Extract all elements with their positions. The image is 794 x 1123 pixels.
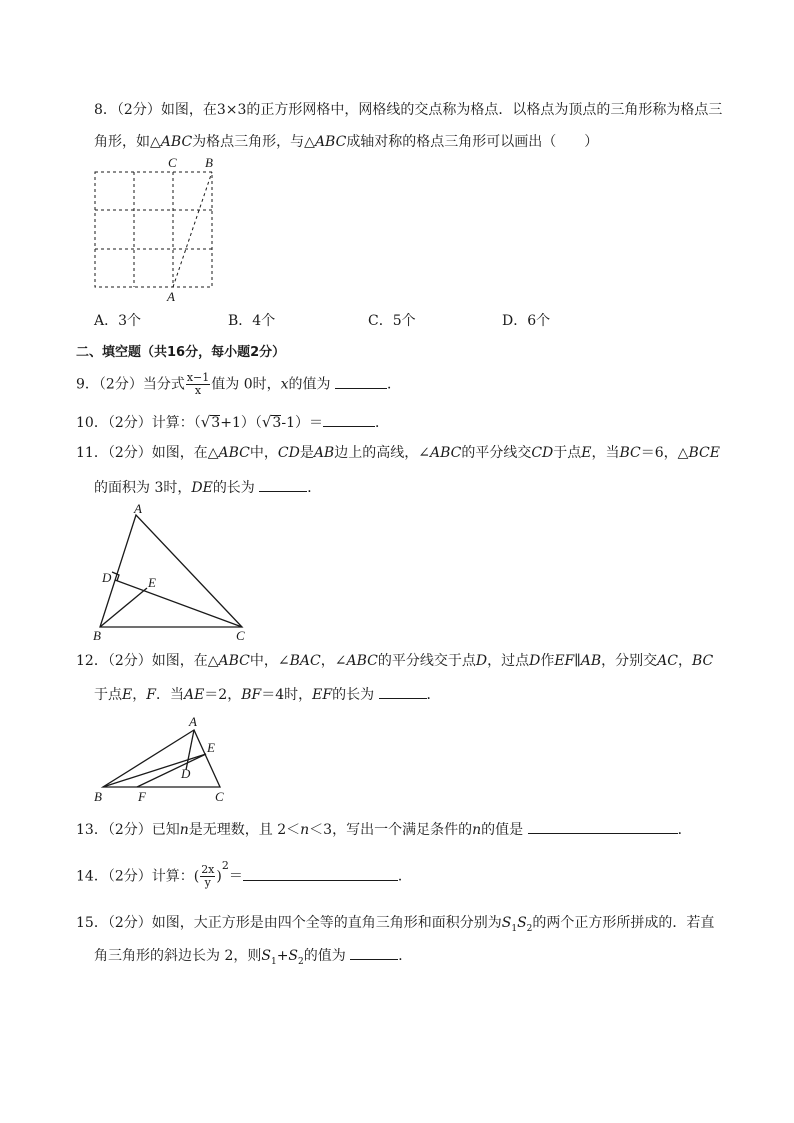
q12-var: AB [580,653,602,669]
q8-text: 为格点三角形，与△ [192,134,315,150]
q15-subscript: 2 [526,923,533,934]
q11-text: 11．（2分）如图，在△ [76,445,219,461]
q15-line-1 [76,913,714,939]
q10-line [76,412,389,433]
q11-text: 是 [299,445,314,461]
q12-text: ∥ [574,653,581,669]
q11-line-2 [94,477,321,498]
q12-var: F [146,687,156,703]
q14-numerator: 2x [201,863,215,877]
q15-var: S [288,948,299,964]
q10-text: -1）＝ [281,415,323,431]
q8-text: 的正方形网格中，网格线的交点称为格点．以格点为顶点的三角形称为格点三 [246,102,723,118]
q15-subscript: 2 [298,956,304,967]
q8-label-b: B [205,155,213,170]
q8-option-d: D．6个 [502,313,551,329]
q13-text: 的值是 [481,822,524,838]
q14-text: ＝ [228,868,243,885]
q12-label-a: A [189,714,197,729]
q12-text: 中，∠ [249,653,290,669]
q11-triangle-lines [100,515,242,627]
q11-text: 的平分线交 [461,445,532,461]
q11-var: ABC [218,445,250,461]
q9-text: 的值为 [288,376,331,393]
q11-answer-blank[interactable] [259,477,307,492]
q12-text: ， [677,653,692,669]
q14-text: ) [216,868,222,885]
q15-line-2 [94,945,412,972]
q15-var: S [517,915,527,931]
q9-line [76,372,401,397]
q8-option-a: A．3个 [94,313,142,329]
q8-line-2 [94,132,598,152]
q15-var: S [501,915,512,931]
q11-triangle-figure [90,500,260,645]
q12-label-b: B [94,789,102,804]
q12-var: AE [183,687,205,703]
q8-text: 成轴对称的格点三角形可以画出（ ） [346,134,599,150]
q12-answer-blank[interactable] [379,684,427,699]
q15-subscript: 1 [511,923,518,934]
q9-text: 值为 0时， [211,376,281,393]
q13-text: 13．（2分）已知 [76,822,180,838]
q11-var: CD [277,445,300,461]
q14-answer-blank[interactable] [243,866,398,881]
sqrt-icon: √ [261,413,272,431]
q11-text: ＝6，△ [640,445,689,461]
q12-var: E [122,687,133,703]
q12-var: BF [241,687,262,703]
q14-denominator: y [204,876,211,890]
q11-label-d: D [102,570,112,585]
q13-answer-blank[interactable] [528,819,678,834]
q9-text: ． [386,376,401,393]
q12-var: D [475,653,488,669]
q12-text: ＝4时， [261,687,313,703]
q15-text: + [276,948,289,964]
q10-text: +1）（ [220,415,262,431]
q12-var: ABC [346,653,378,669]
q15-text: ． [398,948,413,964]
q11-var: CD [531,445,554,461]
q14-text: ． [397,868,412,885]
q11-label-c: C [236,628,245,643]
q11-var: BC [619,445,641,461]
q12-label-c: C [215,789,224,804]
q9-numerator: x−1 [186,371,210,384]
q11-text: 中， [249,445,278,461]
q14-line [76,859,412,890]
q9-answer-blank[interactable] [335,374,387,389]
q12-text: ， [132,687,147,703]
q15-text: 15．（2分）如图，大正方形是由四个全等的直角三角形和面积分别为 [76,915,502,931]
q9-fraction [186,372,210,397]
q12-line-2 [94,684,441,705]
q12-var: AC [657,653,678,669]
q12-triangle-lines [103,730,220,787]
q13-var: n [472,822,482,838]
q12-text: 12．（2分）如图，在△ [76,653,219,669]
q10-answer-blank[interactable] [323,412,375,427]
q12-text: ，过点 [487,653,530,669]
q13-text: 是无理数，且 2＜ [188,822,301,838]
q14-text: 14．（2分）计算：( [76,868,200,885]
q8-text: 角形，如△ [94,134,161,150]
q11-text: 边上的高线，∠ [334,445,430,461]
q11-var: AB [313,445,335,461]
q12-var: BAC [289,653,321,669]
q12-line-1 [76,651,713,671]
q8-option-b: B．4个 [228,313,276,329]
q12-text: ．当 [155,687,184,703]
q12-text: ． [426,687,441,703]
q13-var: n [179,822,189,838]
q8-text: 8．（2分）如图，在 [94,102,217,118]
q11-var: E [581,445,592,461]
q11-text: ，当 [591,445,620,461]
q11-label-e: E [148,575,156,590]
q8-label-a: A [167,289,175,304]
q15-subscript: 1 [270,956,277,967]
q12-text: 的平分线交于点 [377,653,476,669]
q13-line [76,819,692,840]
q11-line-1 [76,443,720,463]
q10-radicand: 3 [272,415,282,431]
q12-text: ＝2， [204,687,242,703]
q13-text: ． [677,822,692,838]
section-heading: 二、填空题（共16分，每小题2分） [76,345,286,360]
q13-var: n [300,822,310,838]
q13-text: ＜3，写出一个满足条件的 [309,822,473,838]
q12-text: 于点 [94,687,122,703]
q11-text: 的长为 [212,480,255,496]
q11-var: ABC [429,445,462,461]
q12-text: ，分别交 [601,653,658,669]
q15-text: 的值为 [303,948,346,964]
q8-var: ABC [160,134,193,150]
q8-grid-lines [95,172,212,287]
q15-text: 角三角形的斜边长为 2，则 [94,948,262,964]
q15-text: 的两个正方形所拼成的．若直 [532,915,715,931]
q12-var: EF [554,653,575,669]
q11-var: BCE [688,445,720,461]
q12-var: ABC [218,653,250,669]
q8-option-c: C．5个 [368,313,416,329]
q12-triangle-figure [90,712,240,807]
q12-var: BC [691,653,714,669]
q15-var: S [261,948,271,964]
q11-text: 的面积为 3时， [94,480,192,496]
q8-var: ABC [314,134,347,150]
q11-text: 于点 [553,445,582,461]
q14-fraction [200,864,215,889]
q10-radicand: 3 [211,415,221,431]
q8-label-c: C [168,155,177,170]
q9-var: x [280,376,289,393]
q10-text: 10．（2分）计算：（ [76,415,201,431]
q9-text: 9．（2分）当分式 [76,376,185,393]
q12-text: 作 [540,653,555,669]
q12-var: D [529,653,541,669]
q11-var: DE [191,480,213,496]
q11-text: ． [307,480,322,496]
q14-exponent: 2 [221,859,229,872]
q11-label-b: B [93,628,101,643]
q10-text: ． [374,415,389,431]
q12-label-e: E [207,740,215,755]
q12-text: 的长为 [332,687,375,703]
sqrt-icon: √ [200,413,211,431]
q12-label-f: F [138,789,146,804]
q8-line-1 [94,100,722,120]
q15-answer-blank[interactable] [350,945,398,960]
q12-label-d: D [181,766,191,781]
q11-label-a: A [134,501,142,516]
q8-grid-figure [90,152,220,302]
q12-var: EF [312,687,333,703]
q12-text: ，∠ [320,653,347,669]
q9-denominator: x [194,384,202,397]
q8-grid-size: 3×3 [216,102,247,118]
